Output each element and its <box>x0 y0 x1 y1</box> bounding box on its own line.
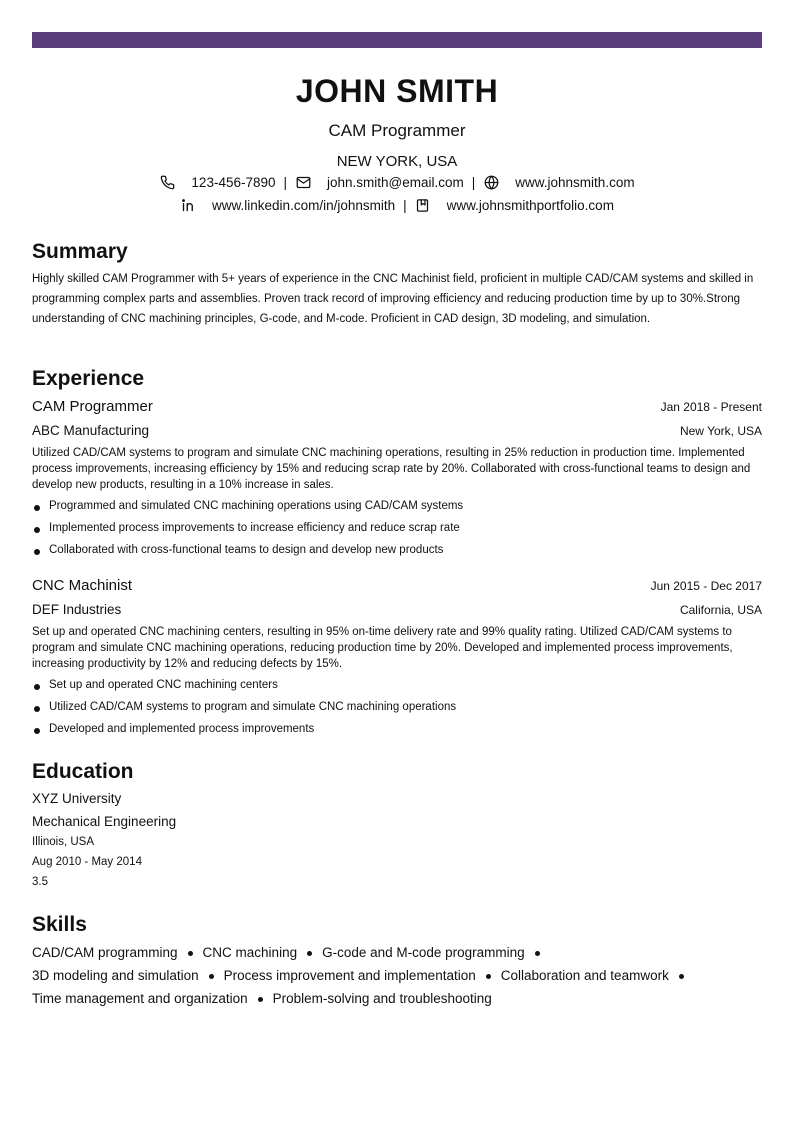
portfolio-link[interactable]: www.johnsmithportfolio.com <box>446 197 614 213</box>
bullet-icon <box>188 951 193 956</box>
bullet-icon <box>486 974 491 979</box>
bullet-text: Collaborated with cross-functional teams to design and develop new products <box>49 544 444 556</box>
job-company: ABC Manufacturing <box>32 423 150 438</box>
job-role: CAM Programmer <box>32 398 153 415</box>
job-bullets <box>32 497 762 563</box>
education-school: XYZ University <box>32 791 122 806</box>
globe-icon <box>483 174 499 190</box>
list-item <box>32 720 762 742</box>
bullet-text: Utilized CAD/CAM systems to program and simulate CNC machining operations <box>49 701 457 713</box>
job-dates: Jan 2018 - Present <box>660 400 762 414</box>
bullet-icon <box>34 706 40 712</box>
contact-row-2 <box>0 197 794 213</box>
list-item <box>32 676 762 698</box>
skill-item: 3D modeling and simulation <box>32 968 199 983</box>
skills-heading: Skills <box>32 913 87 936</box>
phone-link[interactable]: 123-456-7890 <box>191 174 276 190</box>
skill-item: CNC machining <box>202 945 298 960</box>
candidate-name: JOHN SMITH <box>295 73 499 109</box>
job-company: DEF Industries <box>32 602 122 617</box>
summary-heading: Summary <box>32 240 128 263</box>
job-subheader <box>32 423 762 438</box>
job-header <box>32 398 762 415</box>
job-bullets <box>32 676 762 742</box>
mail-icon <box>295 174 311 190</box>
job-subheader <box>32 602 762 617</box>
contact-row-1 <box>0 174 794 190</box>
email-link[interactable]: john.smith@email.com <box>327 174 464 190</box>
linkedin-icon <box>180 197 196 213</box>
skill-item: Time management and organization <box>32 991 248 1006</box>
list-item <box>32 497 762 519</box>
list-item <box>32 519 762 541</box>
bullet-icon <box>209 974 214 979</box>
phone-icon <box>159 174 175 190</box>
education-location: Illinois, USA <box>32 836 94 848</box>
skill-item: Process improvement and implementation <box>223 968 476 983</box>
bullet-text: Programmed and simulated CNC machining operations using CAD/CAM systems <box>49 500 464 512</box>
list-item <box>32 698 762 720</box>
separator: | <box>471 174 476 190</box>
bullet-text: Implemented process improvements to increase efficiency and reduce scrap rate <box>49 522 460 534</box>
bullet-icon <box>34 505 40 511</box>
education-dates: Aug 2010 - May 2014 <box>32 856 142 868</box>
job-location: New York, USA <box>679 424 762 438</box>
candidate-location: NEW YORK, USA <box>336 153 458 170</box>
skills-list <box>32 941 762 1010</box>
job-role: CNC Machinist <box>32 577 133 594</box>
bullet-text: Set up and operated CNC machining centers <box>49 679 278 691</box>
summary-text: Highly skilled CAM Programmer with 5+ years of experience in the CNC Machinist field, proficient in multiple CAD/CAM systems and skilled in programming complex parts and assemblies. Proven track record of improving efficiency and reducing production time by up to 30%.Strong understanding of CNC machining principles, G-code, and M-code. Proficient in CAD design, 3D modeling, and simulation. <box>32 273 754 325</box>
experience-heading: Experience <box>32 367 145 390</box>
bullet-icon <box>307 951 312 956</box>
separator: | <box>283 174 288 190</box>
bullet-text: Developed and implemented process improvements <box>49 723 315 735</box>
bullet-icon <box>34 684 40 690</box>
website-link[interactable]: www.johnsmith.com <box>515 174 635 190</box>
job-description: Set up and operated CNC machining centers, resulting in 95% on-time delivery rate and 99% quality rating. Utilized CAD/CAM systems to program and simulate CNC machining operations, reducing production time by 20%. Developed and implemented process improvements, increasing productivity by 12% and reducing defects by 15%. <box>32 626 733 670</box>
bullet-icon <box>258 997 263 1002</box>
skill-item: Problem-solving and troubleshooting <box>272 991 492 1006</box>
education-gpa: 3.5 <box>32 876 48 888</box>
job-location: California, USA <box>679 603 762 617</box>
portfolio-icon <box>415 197 431 213</box>
separator: | <box>403 197 407 213</box>
education-degree: Mechanical Engineering <box>32 814 177 829</box>
job-title: CAM Programmer <box>328 121 466 140</box>
accent-bar <box>32 32 762 48</box>
job-description: Utilized CAD/CAM systems to program and simulate CNC machining operations, resulting in 25% reduction in production time. Implemented process improvements, increasing efficiency by 15% and reducing scrap rate by 20%. Collaborated with cross-functional teams to design and develop new products, resulting in a 10% increase in sales. <box>32 447 751 491</box>
bullet-icon <box>34 549 40 555</box>
education-heading: Education <box>32 760 134 783</box>
bullet-icon <box>535 951 540 956</box>
job-header <box>32 577 762 594</box>
bullet-icon <box>679 974 684 979</box>
skill-item: CAD/CAM programming <box>32 945 178 960</box>
skill-item: G-code and M-code programming <box>322 945 525 960</box>
bullet-icon <box>34 527 40 533</box>
bullet-icon <box>34 728 40 734</box>
skill-item: Collaboration and teamwork <box>500 968 669 983</box>
linkedin-link[interactable]: www.linkedin.com/in/johnsmith <box>212 197 396 213</box>
job-dates: Jun 2015 - Dec 2017 <box>650 579 762 593</box>
list-item <box>32 541 762 563</box>
